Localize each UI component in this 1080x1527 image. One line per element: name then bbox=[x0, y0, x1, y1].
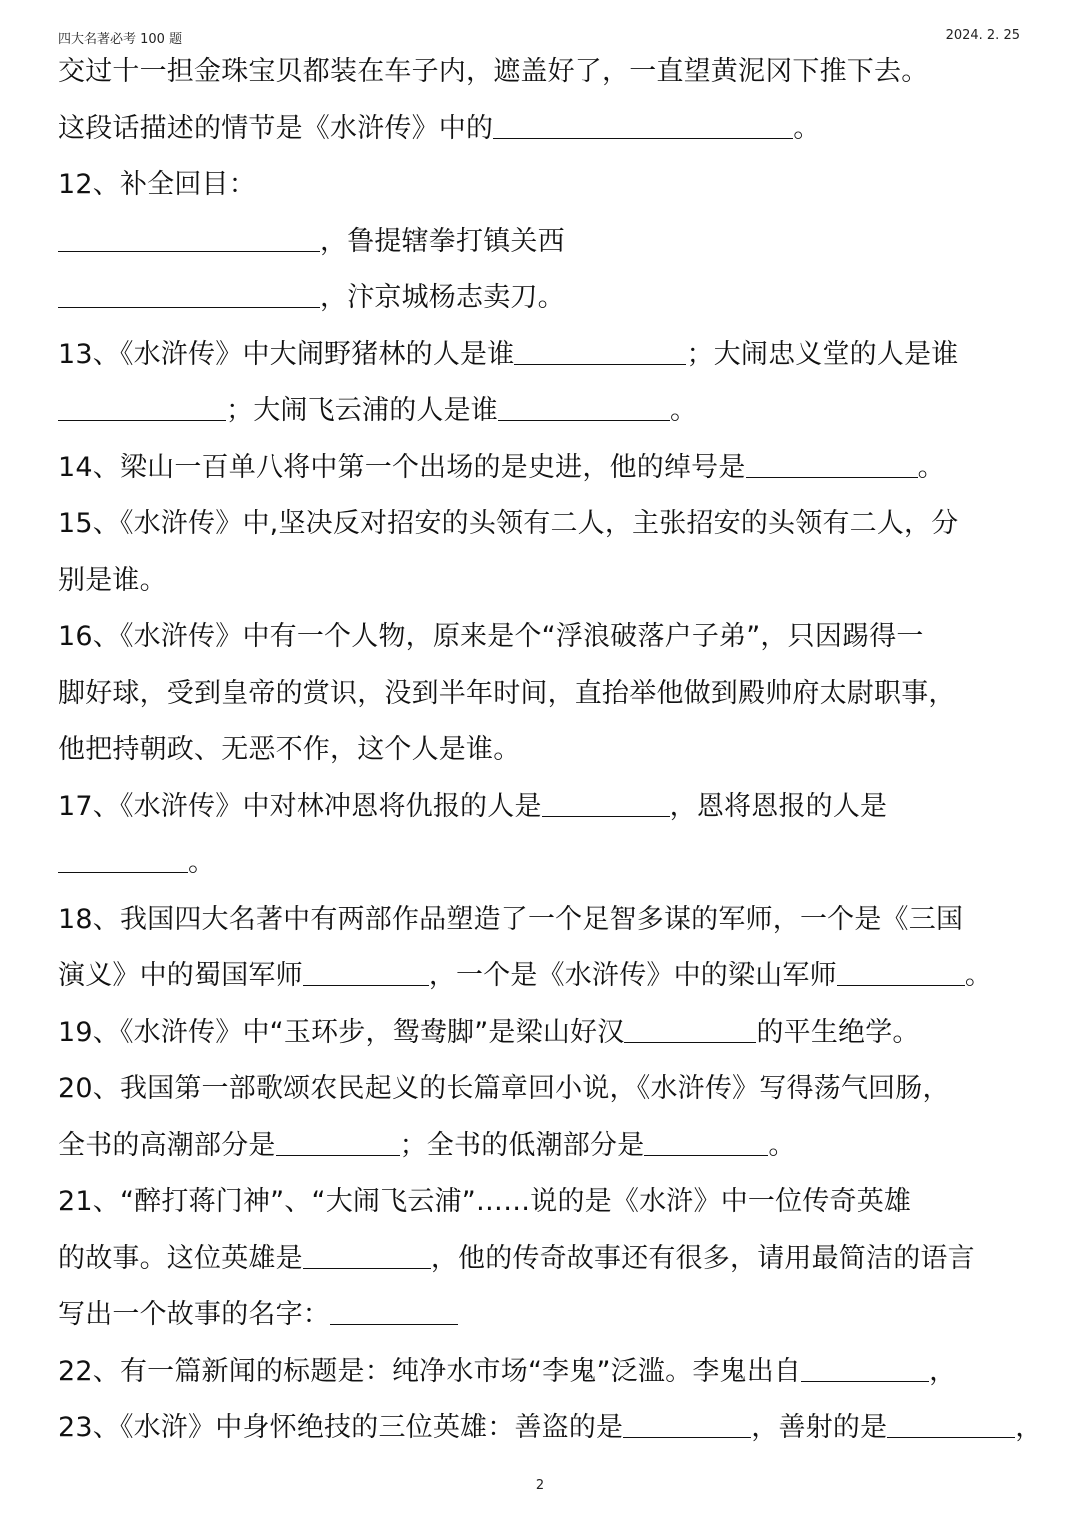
answer-blank[interactable] bbox=[624, 1041, 756, 1043]
text-line: 全书的高潮部分是 ；全书的低潮部分是 。 bbox=[58, 1129, 796, 1161]
question-21: 21、“醉打蒋门神”、“大闹飞云浦”……说的是《水浒》中一位传奇英雄 bbox=[58, 1186, 912, 1217]
answer-blank[interactable] bbox=[276, 1154, 400, 1156]
text-line: 演义》中的蜀国军师 ，一个是《水浒传》中的梁山军师 。 bbox=[58, 960, 993, 991]
question-23: 23、《水浒》中身怀绝技的三位英雄：善盗的是 ，善射的是 ， bbox=[58, 1412, 1043, 1443]
text-line: ，汴京城杨志卖刀。 bbox=[58, 270, 1028, 327]
answer-blank[interactable] bbox=[746, 476, 918, 478]
answer-blank[interactable] bbox=[837, 984, 965, 986]
question-15: 15、《水浒传》中,坚决反对招安的头领有二人，主张招安的头领有二人，分 bbox=[58, 508, 959, 539]
answer-blank[interactable] bbox=[303, 984, 429, 986]
header-title: 四大名著必考 100 题 bbox=[58, 32, 183, 47]
text-line: ，鲁提辖拳打镇关西 bbox=[58, 214, 1028, 271]
answer-blank[interactable] bbox=[801, 1380, 929, 1382]
question-16: 16、《水浒传》中有一个人物，原来是个“浮浪破落户子弟”，只因踢得一 bbox=[58, 621, 924, 652]
answer-blank[interactable] bbox=[303, 1267, 431, 1269]
text-line: 。 bbox=[58, 835, 1028, 892]
answer-blank[interactable] bbox=[58, 306, 320, 308]
answer-blank[interactable] bbox=[644, 1154, 768, 1156]
text-line: 写出一个故事的名字： bbox=[58, 1287, 1028, 1344]
text-line: 这段话描述的情节是《水浒传》中的 。 bbox=[58, 112, 821, 144]
answer-blank[interactable] bbox=[623, 1436, 751, 1438]
page-number: 2 bbox=[535, 1478, 545, 1493]
text-line: ；大闹飞云浦的人是谁 。 bbox=[58, 383, 1028, 440]
answer-blank[interactable] bbox=[498, 419, 670, 421]
text-line: 的故事。这位英雄是 ，他的传奇故事还有很多，请用最简洁的语言 bbox=[58, 1242, 975, 1274]
answer-blank[interactable] bbox=[493, 137, 793, 139]
question-12: 12、补全回目： bbox=[58, 169, 256, 200]
answer-blank[interactable] bbox=[58, 419, 226, 421]
question-20: 20、我国第一部歌颂农民起义的长篇章回小说，《水浒传》写得荡气回肠， bbox=[58, 1073, 950, 1104]
text-line: 交过十一担金珠宝贝都装在车子内，遮盖好了，一直望黄泥冈下推下去。 bbox=[58, 56, 929, 87]
answer-blank[interactable] bbox=[542, 815, 670, 817]
question-list bbox=[58, 44, 1043, 1457]
answer-blank[interactable] bbox=[58, 871, 188, 873]
answer-blank[interactable] bbox=[330, 1323, 458, 1325]
text-line: 脚好球，受到皇帝的赏识，没到半年时间，直抬举他做到殿帅府太尉职事， bbox=[58, 677, 956, 709]
answer-blank[interactable] bbox=[887, 1436, 1015, 1438]
answer-blank[interactable] bbox=[514, 363, 686, 365]
question-14: 14、梁山一百单八将中第一个出场的是史进，他的绰号是 。 bbox=[58, 451, 945, 483]
answer-blank[interactable] bbox=[58, 250, 320, 252]
question-18: 18、我国四大名著中有两部作品塑造了一个足智多谋的军师，一个是《三国 bbox=[58, 903, 964, 935]
text-line: 他把持朝政、无恶不作，这个人是谁。 bbox=[58, 734, 521, 765]
question-17: 17、《水浒传》中对林冲恩将仇报的人是 ，恩将恩报的人是 bbox=[58, 790, 888, 822]
text-line: 别是谁。 bbox=[58, 564, 167, 596]
question-22: 22、有一篇新闻的标题是：纯净水市场“李鬼”泛滥。李鬼出自 ， bbox=[58, 1355, 957, 1387]
header-date: 2024. 2. 25 bbox=[945, 28, 1020, 43]
question-19: 19、《水浒传》中“玉环步，鸳鸯脚”是梁山好汉 的平生绝学。 bbox=[58, 1016, 920, 1048]
question-13: 13、《水浒传》中大闹野猪林的人是谁 ；大闹忠义堂的人是谁 bbox=[58, 338, 959, 370]
